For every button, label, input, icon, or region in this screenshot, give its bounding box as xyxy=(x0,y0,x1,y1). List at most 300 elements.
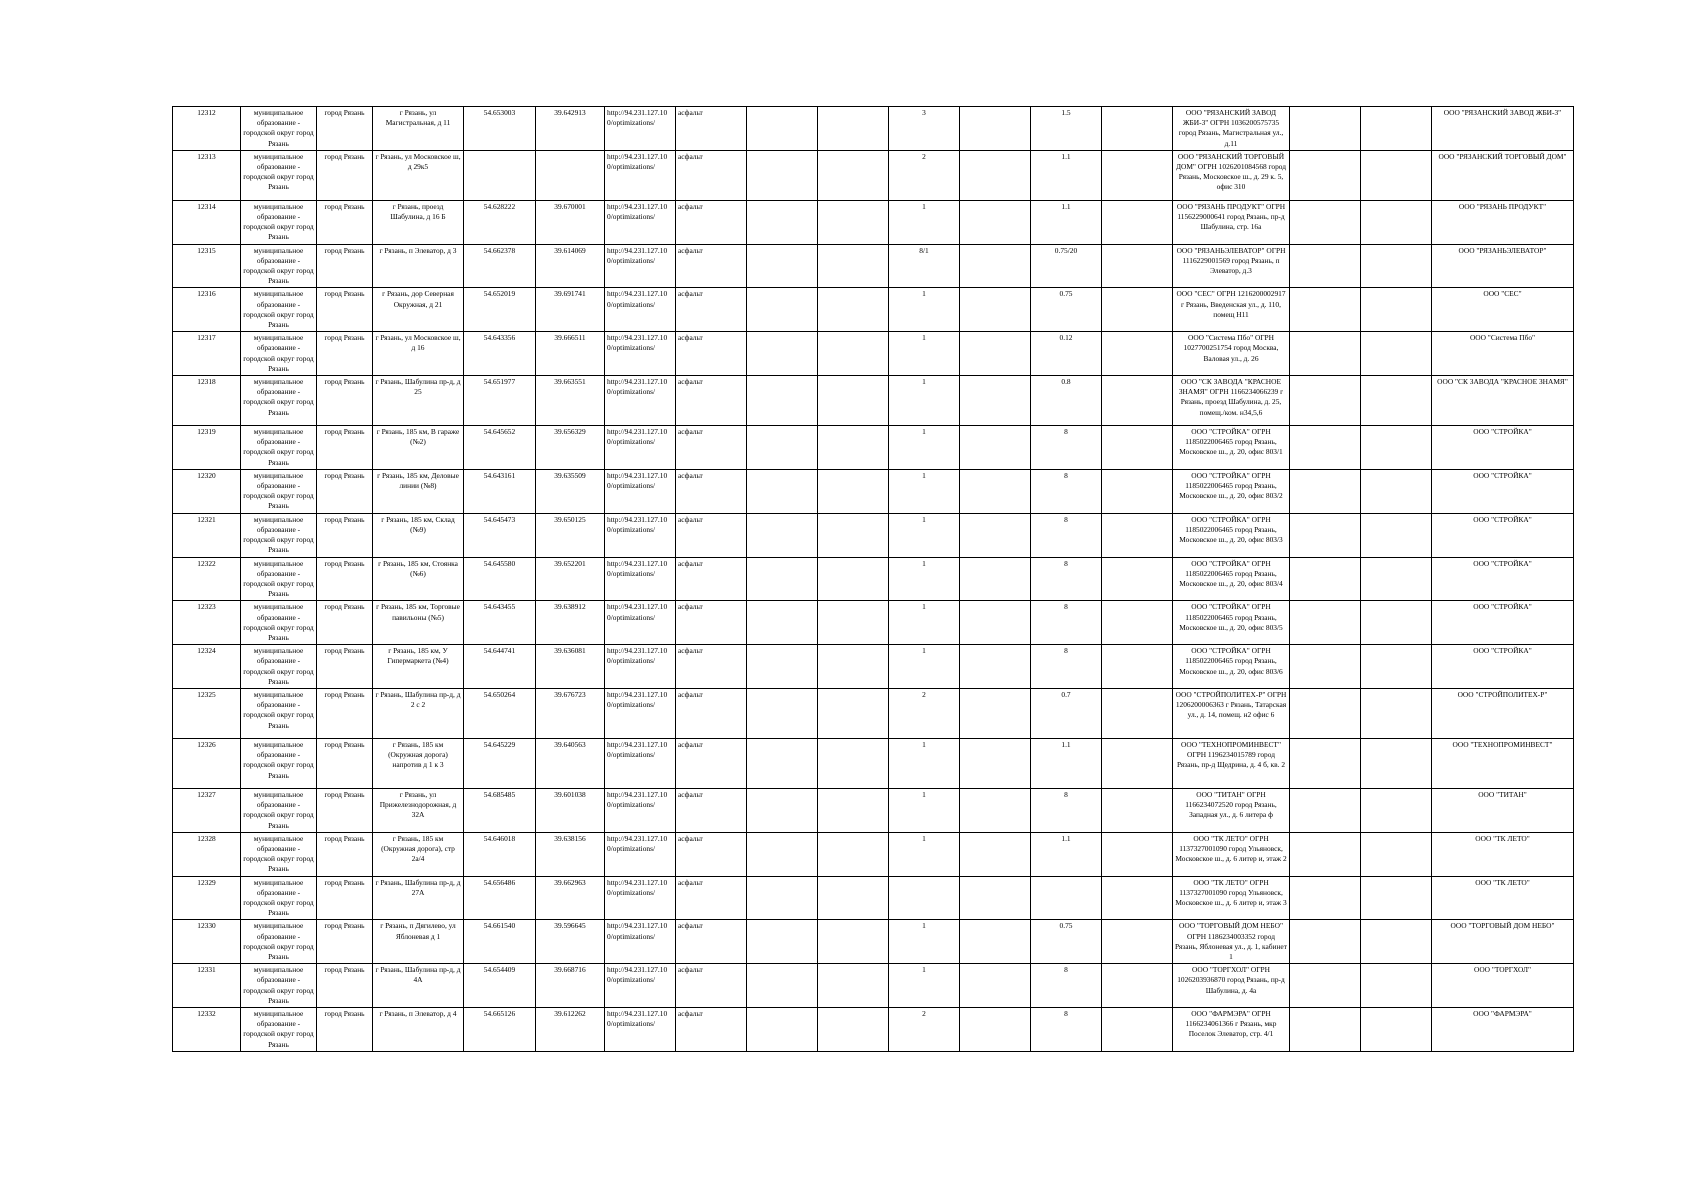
cell-url: http://94.231.127.10 0/optimizations/ xyxy=(605,332,676,376)
cell-waste-source: ООО "ТИТАН" xyxy=(1432,788,1574,832)
table-row xyxy=(173,688,1574,738)
cell-latitude: 54.644741 xyxy=(464,645,536,689)
cell-municipality: муниципальное образование - городской округ город Рязань xyxy=(241,964,317,1008)
cell-empty xyxy=(1290,738,1361,788)
cell-empty xyxy=(818,788,889,832)
cell-container-volume: 8 xyxy=(1031,645,1102,689)
cell-empty xyxy=(818,200,889,244)
cell-empty xyxy=(747,1008,818,1052)
cell-empty xyxy=(1102,876,1173,920)
cell-waste-source: ООО "СЕС" xyxy=(1432,288,1574,332)
cell-surface: асфальт xyxy=(676,332,747,376)
cell-url: http://94.231.127.10 0/optimizations/ xyxy=(605,150,676,200)
cell-empty xyxy=(1102,832,1173,876)
cell-waste-source: ООО "ТОРГОВЫЙ ДОМ НЕБО" xyxy=(1432,920,1574,964)
cell-address: г Рязань, 185 км, Склад (№9) xyxy=(373,513,464,557)
cell-empty xyxy=(818,288,889,332)
cell-empty xyxy=(747,376,818,426)
cell-latitude xyxy=(464,150,536,200)
cell-empty xyxy=(818,513,889,557)
cell-address: г Рязань, ул Московское ш, д 29к5 xyxy=(373,150,464,200)
cell-empty xyxy=(1361,469,1432,513)
cell-longitude: 39.635509 xyxy=(536,469,605,513)
cell-longitude: 39.652201 xyxy=(536,557,605,601)
cell-owner: ООО "СТРОЙКА" ОГРН 1185022006465 город Рязань, Московское ш., д. 20, офис 803/2 xyxy=(1173,469,1290,513)
cell-empty xyxy=(960,426,1031,470)
cell-waste-source: ООО "ТЕХНОПРОМИНВЕСТ" xyxy=(1432,738,1574,788)
cell-city: город Рязань xyxy=(317,964,373,1008)
cell-empty xyxy=(960,738,1031,788)
cell-container-count: 1 xyxy=(889,288,960,332)
cell-id: 12325 xyxy=(173,688,241,738)
cell-waste-source: ООО "СТРОЙКА" xyxy=(1432,557,1574,601)
cell-id: 12321 xyxy=(173,513,241,557)
cell-empty xyxy=(960,920,1031,964)
cell-surface: асфальт xyxy=(676,688,747,738)
cell-empty xyxy=(747,513,818,557)
cell-id: 12316 xyxy=(173,288,241,332)
table-row xyxy=(173,150,1574,200)
cell-url: http://94.231.127.10 0/optimizations/ xyxy=(605,738,676,788)
cell-municipality: муниципальное образование - городской округ город Рязань xyxy=(241,876,317,920)
cell-latitude: 54.652019 xyxy=(464,288,536,332)
cell-surface: асфальт xyxy=(676,288,747,332)
cell-empty xyxy=(1361,332,1432,376)
cell-latitude: 54.665126 xyxy=(464,1008,536,1052)
cell-longitude: 39.601038 xyxy=(536,788,605,832)
cell-empty xyxy=(818,332,889,376)
cell-container-count: 2 xyxy=(889,150,960,200)
cell-empty xyxy=(1290,688,1361,738)
table-row xyxy=(173,244,1574,288)
cell-longitude: 39.638912 xyxy=(536,601,605,645)
cell-waste-source: ООО "СТРОЙКА" xyxy=(1432,426,1574,470)
cell-id: 12331 xyxy=(173,964,241,1008)
cell-container-volume: 1.5 xyxy=(1031,107,1102,151)
cell-container-count: 1 xyxy=(889,645,960,689)
table-row xyxy=(173,738,1574,788)
cell-empty xyxy=(1290,1008,1361,1052)
cell-empty xyxy=(747,288,818,332)
cell-surface: асфальт xyxy=(676,738,747,788)
cell-latitude: 54.643161 xyxy=(464,469,536,513)
cell-empty xyxy=(1290,107,1361,151)
cell-container-volume xyxy=(1031,876,1102,920)
cell-owner: ООО "СТРОЙКА" ОГРН 1185022006465 город Рязань, Московское ш., д. 20, офис 803/4 xyxy=(1173,557,1290,601)
cell-address: г Рязань, ул Прижелезнодорожная, д 32А xyxy=(373,788,464,832)
cell-surface: асфальт xyxy=(676,426,747,470)
cell-empty xyxy=(1361,876,1432,920)
cell-empty xyxy=(1290,244,1361,288)
cell-latitude: 54.645473 xyxy=(464,513,536,557)
cell-empty xyxy=(1290,376,1361,426)
cell-id: 12330 xyxy=(173,920,241,964)
cell-empty xyxy=(818,738,889,788)
cell-id: 12327 xyxy=(173,788,241,832)
cell-empty xyxy=(1102,738,1173,788)
cell-empty xyxy=(818,107,889,151)
cell-address: г Рязань, 185 км, Торговые павильоны (№5) xyxy=(373,601,464,645)
cell-empty xyxy=(960,107,1031,151)
cell-waste-source: ООО "СТРОЙКА" xyxy=(1432,513,1574,557)
cell-surface: асфальт xyxy=(676,788,747,832)
cell-address: г Рязань, 185 км, Деловые линии (№8) xyxy=(373,469,464,513)
cell-empty xyxy=(1102,1008,1173,1052)
cell-empty xyxy=(960,557,1031,601)
cell-address: г Рязань, 185 км, В гараже (№2) xyxy=(373,426,464,470)
cell-city: город Рязань xyxy=(317,200,373,244)
cell-waste-source: ООО "СТРОЙКА" xyxy=(1432,469,1574,513)
cell-address: г Рязань, 185 км (Окружная дорога), стр 2а/4 xyxy=(373,832,464,876)
table-row xyxy=(173,288,1574,332)
cell-longitude: 39.691741 xyxy=(536,288,605,332)
cell-empty xyxy=(818,557,889,601)
cell-container-volume: 0.8 xyxy=(1031,376,1102,426)
cell-empty xyxy=(1102,376,1173,426)
cell-waste-source: ООО "СК ЗАВОДА "КРАСНОЕ ЗНАМЯ" xyxy=(1432,376,1574,426)
cell-surface: асфальт xyxy=(676,601,747,645)
cell-municipality: муниципальное образование - городской округ город Рязань xyxy=(241,288,317,332)
cell-empty xyxy=(747,244,818,288)
cell-empty xyxy=(1290,832,1361,876)
cell-empty xyxy=(747,469,818,513)
cell-container-count: 1 xyxy=(889,332,960,376)
cell-latitude: 54.645652 xyxy=(464,426,536,470)
cell-city: город Рязань xyxy=(317,469,373,513)
cell-latitude: 54.662378 xyxy=(464,244,536,288)
cell-empty xyxy=(747,557,818,601)
cell-empty xyxy=(747,601,818,645)
cell-longitude: 39.662963 xyxy=(536,876,605,920)
cell-empty xyxy=(1361,150,1432,200)
cell-owner: ООО "РЯЗАНСКИЙ ЗАВОД ЖБИ-3" ОГРН 1036200575735 город Рязань, Магистральная ул., д.11 xyxy=(1173,107,1290,151)
cell-owner: ООО "СТРОЙКА" ОГРН 1185022006465 город Рязань, Московское ш., д. 20, офис 803/1 xyxy=(1173,426,1290,470)
cell-container-count: 1 xyxy=(889,200,960,244)
cell-waste-source: ООО "РЯЗАНЬЭЛЕВАТОР" xyxy=(1432,244,1574,288)
cell-city: город Рязань xyxy=(317,832,373,876)
table-row xyxy=(173,601,1574,645)
cell-waste-source: ООО "Система Пбо" xyxy=(1432,332,1574,376)
cell-empty xyxy=(818,601,889,645)
cell-empty xyxy=(960,200,1031,244)
cell-empty xyxy=(747,876,818,920)
cell-municipality: муниципальное образование - городской округ город Рязань xyxy=(241,469,317,513)
cell-surface: асфальт xyxy=(676,107,747,151)
cell-empty xyxy=(747,738,818,788)
cell-address: г Рязань, п Элеватор, д 4 xyxy=(373,1008,464,1052)
cell-surface: асфальт xyxy=(676,150,747,200)
cell-surface: асфальт xyxy=(676,964,747,1008)
cell-container-volume: 8 xyxy=(1031,601,1102,645)
registry-table xyxy=(172,106,1574,1052)
cell-city: город Рязань xyxy=(317,601,373,645)
cell-city: город Рязань xyxy=(317,876,373,920)
cell-address: г Рязань, дор Северная Окружная, д 21 xyxy=(373,288,464,332)
cell-latitude: 54.646018 xyxy=(464,832,536,876)
cell-empty xyxy=(960,288,1031,332)
cell-empty xyxy=(1290,288,1361,332)
cell-id: 12329 xyxy=(173,876,241,920)
cell-empty xyxy=(1361,107,1432,151)
cell-id: 12312 xyxy=(173,107,241,151)
cell-empty xyxy=(747,964,818,1008)
cell-owner: ООО "ФАРМЭРА" ОГРН 1166234061366 г Рязань, мкр Поселок Элеватор, стр. 4/1 xyxy=(1173,1008,1290,1052)
cell-owner: ООО "ТК ЛЕТО" ОГРН 1137327001090 город Ульяновск, Московское ш., д. 6 литер и, этаж 3 xyxy=(1173,876,1290,920)
registry-body xyxy=(173,107,1574,1052)
cell-empty xyxy=(960,688,1031,738)
cell-empty xyxy=(747,688,818,738)
cell-surface: асфальт xyxy=(676,645,747,689)
cell-empty xyxy=(1361,688,1432,738)
cell-empty xyxy=(818,426,889,470)
cell-owner: ООО "ТОРГОВЫЙ ДОМ НЕБО" ОГРН 1186234003352 город Рязань, Яблоневая ул., д. 1, кабинет 1 xyxy=(1173,920,1290,964)
cell-municipality: муниципальное образование - городской округ город Рязань xyxy=(241,107,317,151)
cell-empty xyxy=(960,376,1031,426)
cell-empty xyxy=(1290,920,1361,964)
table-row xyxy=(173,107,1574,151)
cell-container-volume: 8 xyxy=(1031,788,1102,832)
cell-surface: асфальт xyxy=(676,244,747,288)
cell-empty xyxy=(960,601,1031,645)
cell-city: город Рязань xyxy=(317,557,373,601)
cell-owner: ООО "РЯЗАНЬ ПРОДУКТ" ОГРН 1156229000641 город Рязань, пр-д Шабулина, стр. 16а xyxy=(1173,200,1290,244)
cell-longitude: 39.636081 xyxy=(536,645,605,689)
cell-container-volume: 8 xyxy=(1031,964,1102,1008)
cell-owner: ООО "РЯЗАНЬЭЛЕВАТОР" ОГРН 1116229001569 город Рязань, п Элеватор, д.3 xyxy=(1173,244,1290,288)
cell-municipality: муниципальное образование - городской округ город Рязань xyxy=(241,688,317,738)
cell-latitude: 54.628222 xyxy=(464,200,536,244)
cell-url: http://94.231.127.10 0/optimizations/ xyxy=(605,469,676,513)
cell-waste-source: ООО "ФАРМЭРА" xyxy=(1432,1008,1574,1052)
cell-address: г Рязань, 185 км (Окружная дорога) напротив д 1 к 3 xyxy=(373,738,464,788)
cell-empty xyxy=(818,645,889,689)
cell-empty xyxy=(1290,150,1361,200)
cell-empty xyxy=(818,832,889,876)
cell-empty xyxy=(818,469,889,513)
cell-longitude: 39.656329 xyxy=(536,426,605,470)
cell-container-volume: 8 xyxy=(1031,513,1102,557)
table-row xyxy=(173,332,1574,376)
cell-container-count: 2 xyxy=(889,688,960,738)
table-row xyxy=(173,557,1574,601)
cell-city: город Рязань xyxy=(317,376,373,426)
cell-city: город Рязань xyxy=(317,645,373,689)
cell-city: город Рязань xyxy=(317,738,373,788)
cell-city: город Рязань xyxy=(317,150,373,200)
cell-url: http://94.231.127.10 0/optimizations/ xyxy=(605,426,676,470)
cell-url: http://94.231.127.10 0/optimizations/ xyxy=(605,920,676,964)
cell-waste-source: ООО "СТРОЙПОЛИТЕХ-Р" xyxy=(1432,688,1574,738)
cell-empty xyxy=(1290,332,1361,376)
cell-id: 12326 xyxy=(173,738,241,788)
cell-url: http://94.231.127.10 0/optimizations/ xyxy=(605,200,676,244)
cell-latitude: 54.650264 xyxy=(464,688,536,738)
cell-city: город Рязань xyxy=(317,107,373,151)
cell-address: г Рязань, п Дягилево, ул Яблоневая д 1 xyxy=(373,920,464,964)
cell-empty xyxy=(1361,738,1432,788)
cell-empty xyxy=(1361,920,1432,964)
cell-empty xyxy=(1361,244,1432,288)
cell-url: http://94.231.127.10 0/optimizations/ xyxy=(605,244,676,288)
cell-municipality: муниципальное образование - городской округ город Рязань xyxy=(241,738,317,788)
cell-waste-source: ООО "РЯЗАНСКИЙ ЗАВОД ЖБИ-3" xyxy=(1432,107,1574,151)
table-row xyxy=(173,469,1574,513)
cell-container-count: 1 xyxy=(889,738,960,788)
cell-id: 12332 xyxy=(173,1008,241,1052)
cell-url: http://94.231.127.10 0/optimizations/ xyxy=(605,876,676,920)
cell-empty xyxy=(747,426,818,470)
cell-url: http://94.231.127.10 0/optimizations/ xyxy=(605,601,676,645)
cell-container-count: 1 xyxy=(889,601,960,645)
cell-empty xyxy=(1102,150,1173,200)
cell-empty xyxy=(960,1008,1031,1052)
cell-id: 12328 xyxy=(173,832,241,876)
cell-owner: ООО "СЕС" ОГРН 1216200002917 г Рязань, Введенская ул., д. 110, помещ Н11 xyxy=(1173,288,1290,332)
cell-latitude: 54.653003 xyxy=(464,107,536,151)
cell-empty xyxy=(1102,513,1173,557)
cell-url: http://94.231.127.10 0/optimizations/ xyxy=(605,288,676,332)
cell-surface: асфальт xyxy=(676,376,747,426)
cell-empty xyxy=(960,964,1031,1008)
cell-empty xyxy=(1361,426,1432,470)
table-row xyxy=(173,426,1574,470)
cell-empty xyxy=(1102,244,1173,288)
cell-container-volume: 1.1 xyxy=(1031,832,1102,876)
cell-empty xyxy=(960,513,1031,557)
cell-empty xyxy=(1290,557,1361,601)
cell-municipality: муниципальное образование - городской округ город Рязань xyxy=(241,557,317,601)
cell-surface: асфальт xyxy=(676,200,747,244)
cell-empty xyxy=(747,200,818,244)
cell-empty xyxy=(1102,426,1173,470)
cell-municipality: муниципальное образование - городской округ город Рязань xyxy=(241,332,317,376)
cell-empty xyxy=(747,150,818,200)
cell-empty xyxy=(1290,645,1361,689)
cell-id: 12323 xyxy=(173,601,241,645)
cell-latitude: 54.643356 xyxy=(464,332,536,376)
cell-surface: асфальт xyxy=(676,876,747,920)
cell-empty xyxy=(747,645,818,689)
cell-waste-source: ООО "СТРОЙКА" xyxy=(1432,601,1574,645)
cell-surface: асфальт xyxy=(676,469,747,513)
cell-surface: асфальт xyxy=(676,832,747,876)
cell-empty xyxy=(1102,788,1173,832)
cell-url: http://94.231.127.10 0/optimizations/ xyxy=(605,513,676,557)
cell-city: город Рязань xyxy=(317,513,373,557)
cell-surface: асфальт xyxy=(676,1008,747,1052)
cell-empty xyxy=(1361,645,1432,689)
cell-empty xyxy=(818,376,889,426)
cell-id: 12319 xyxy=(173,426,241,470)
cell-city: город Рязань xyxy=(317,788,373,832)
table-row xyxy=(173,513,1574,557)
table-row xyxy=(173,200,1574,244)
cell-container-volume: 0.75/20 xyxy=(1031,244,1102,288)
cell-empty xyxy=(1361,601,1432,645)
cell-latitude: 54.643455 xyxy=(464,601,536,645)
cell-empty xyxy=(1361,1008,1432,1052)
cell-container-volume: 0.12 xyxy=(1031,332,1102,376)
cell-waste-source: ООО "ТК ЛЕТО" xyxy=(1432,832,1574,876)
cell-empty xyxy=(1102,200,1173,244)
cell-owner: ООО "ТИТАН" ОГРН 1166234072520 город Рязань, Западная ул., д. 6 литера ф xyxy=(1173,788,1290,832)
cell-empty xyxy=(960,469,1031,513)
cell-container-count: 1 xyxy=(889,920,960,964)
cell-empty xyxy=(747,107,818,151)
cell-longitude: 39.666511 xyxy=(536,332,605,376)
cell-waste-source: ООО "РЯЗАНЬ ПРОДУКТ" xyxy=(1432,200,1574,244)
cell-empty xyxy=(1102,332,1173,376)
cell-url: http://94.231.127.10 0/optimizations/ xyxy=(605,1008,676,1052)
cell-empty xyxy=(818,1008,889,1052)
cell-empty xyxy=(1361,376,1432,426)
cell-id: 12315 xyxy=(173,244,241,288)
cell-container-volume: 8 xyxy=(1031,426,1102,470)
cell-owner: ООО "ТОРГХОЛ" ОГРН 1026203936870 город Рязань, пр-д Шабулина, д. 4а xyxy=(1173,964,1290,1008)
cell-address: г Рязань, 185 км, Стоянка (№6) xyxy=(373,557,464,601)
cell-latitude: 54.645229 xyxy=(464,738,536,788)
cell-url: http://94.231.127.10 0/optimizations/ xyxy=(605,557,676,601)
cell-waste-source: ООО "ТК ЛЕТО" xyxy=(1432,876,1574,920)
cell-waste-source: ООО "ТОРГХОЛ" xyxy=(1432,964,1574,1008)
cell-municipality: муниципальное образование - городской округ город Рязань xyxy=(241,1008,317,1052)
cell-id: 12324 xyxy=(173,645,241,689)
cell-longitude: 39.670001 xyxy=(536,200,605,244)
cell-municipality: муниципальное образование - городской округ город Рязань xyxy=(241,645,317,689)
cell-municipality: муниципальное образование - городской округ город Рязань xyxy=(241,150,317,200)
cell-container-volume: 8 xyxy=(1031,469,1102,513)
cell-address: г Рязань, Шабулина пр-д, д 4А xyxy=(373,964,464,1008)
cell-latitude: 54.656486 xyxy=(464,876,536,920)
cell-address: г Рязань, Шабулина пр-д, д 25 xyxy=(373,376,464,426)
cell-address: г Рязань, 185 км, У Гипермаркета (№4) xyxy=(373,645,464,689)
cell-latitude: 54.654409 xyxy=(464,964,536,1008)
cell-empty xyxy=(1290,469,1361,513)
cell-url: http://94.231.127.10 0/optimizations/ xyxy=(605,376,676,426)
cell-empty xyxy=(1102,964,1173,1008)
cell-municipality: муниципальное образование - городской округ город Рязань xyxy=(241,426,317,470)
cell-municipality: муниципальное образование - городской округ город Рязань xyxy=(241,376,317,426)
cell-empty xyxy=(1290,513,1361,557)
cell-container-count xyxy=(889,876,960,920)
cell-waste-source: ООО "РЯЗАНСКИЙ ТОРГОВЫЙ ДОМ" xyxy=(1432,150,1574,200)
cell-latitude: 54.661540 xyxy=(464,920,536,964)
cell-longitude: 39.663551 xyxy=(536,376,605,426)
cell-empty xyxy=(1102,107,1173,151)
cell-container-volume: 0.75 xyxy=(1031,288,1102,332)
cell-url: http://94.231.127.10 0/optimizations/ xyxy=(605,964,676,1008)
cell-url: http://94.231.127.10 0/optimizations/ xyxy=(605,107,676,151)
cell-empty xyxy=(1361,513,1432,557)
cell-empty xyxy=(1102,601,1173,645)
cell-url: http://94.231.127.10 0/optimizations/ xyxy=(605,832,676,876)
cell-empty xyxy=(1290,601,1361,645)
table-row xyxy=(173,1008,1574,1052)
cell-container-count: 1 xyxy=(889,469,960,513)
cell-municipality: муниципальное образование - городской округ город Рязань xyxy=(241,832,317,876)
cell-id: 12317 xyxy=(173,332,241,376)
cell-municipality: муниципальное образование - городской округ город Рязань xyxy=(241,513,317,557)
table-row xyxy=(173,788,1574,832)
cell-container-volume: 8 xyxy=(1031,1008,1102,1052)
cell-empty xyxy=(818,920,889,964)
cell-container-volume: 0.7 xyxy=(1031,688,1102,738)
cell-empty xyxy=(1102,920,1173,964)
cell-id: 12318 xyxy=(173,376,241,426)
cell-container-count: 1 xyxy=(889,788,960,832)
table-row xyxy=(173,832,1574,876)
cell-longitude: 39.650125 xyxy=(536,513,605,557)
